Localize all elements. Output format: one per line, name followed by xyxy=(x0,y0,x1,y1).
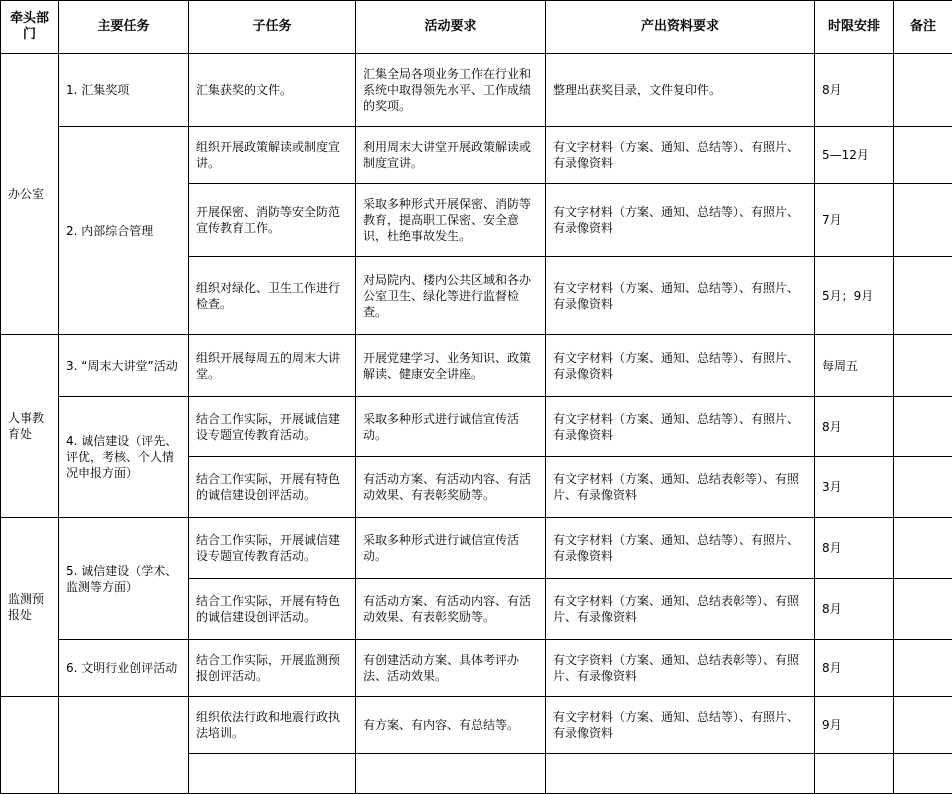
sub-task-cell: 结合工作实际，开展有特色的诚信建设创评活动。 xyxy=(189,579,356,640)
output-cell: 有文字材料（方案、通知、总结等）、有照片、有录像资料 xyxy=(546,335,815,397)
note-cell xyxy=(894,397,952,457)
header-note: 备注 xyxy=(894,1,952,54)
note-cell xyxy=(894,54,952,127)
activity-cell: 有创建活动方案、具体考评办法、活动效果。 xyxy=(356,640,546,697)
note-cell xyxy=(894,640,952,697)
table-row xyxy=(1,640,952,697)
note-cell xyxy=(894,335,952,397)
note-cell xyxy=(894,518,952,579)
table-row xyxy=(1,697,952,754)
output-cell: 有文字材料（方案、通知、总结等）、有照片、有录像资料 xyxy=(546,697,815,754)
main-task-cell: 1. 汇集奖项 xyxy=(59,54,189,127)
sub-task-cell: 结合工作实际，开展诚信建设专题宣传教育活动。 xyxy=(189,397,356,457)
output-cell: 有文字材料（方案、通知、总结等）、有照片、有录像资料 xyxy=(546,518,815,579)
main-task-cell xyxy=(59,697,189,794)
activity-cell: 采取多种形式进行诚信宣传活动。 xyxy=(356,518,546,579)
timing-cell: 8月 xyxy=(815,54,894,127)
activity-cell: 利用周末大讲堂开展政策解读或制度宣讲。 xyxy=(356,127,546,184)
sub-task-cell: 结合工作实际，开展监测预报创评活动。 xyxy=(189,640,356,697)
activity-cell: 有活动方案、有活动内容、有活动效果、有表彰奖励等。 xyxy=(356,579,546,640)
header-activity: 活动要求 xyxy=(356,1,546,54)
sub-task-cell: 结合工作实际，开展诚信建设专题宣传教育活动。 xyxy=(189,518,356,579)
note-cell xyxy=(894,127,952,184)
note-cell xyxy=(894,579,952,640)
table-row xyxy=(1,127,952,184)
activity-cell: 采取多种形式开展保密、消防等教育，提高职工保密、安全意识，杜绝事故发生。 xyxy=(356,184,546,257)
output-cell: 有文字材料（方案、通知、总结表彰等）、有照片、有录像资料 xyxy=(546,579,815,640)
output-cell: 有文字材料（方案、通知、总结等）、有照片、有录像资料 xyxy=(546,127,815,184)
timing-cell: 8月 xyxy=(815,640,894,697)
output-cell: 有文字材料（方案、通知、总结表彰等）、有照片、有录像资料 xyxy=(546,457,815,518)
main-task-cell: 5. 诚信建设（学术、监测等方面） xyxy=(59,518,189,640)
sub-task-cell: 组织对绿化、卫生工作进行检查。 xyxy=(189,257,356,335)
timing-cell: 5月；9月 xyxy=(815,257,894,335)
header-main-task: 主要任务 xyxy=(59,1,189,54)
output-cell: 有文字材料（方案、通知、总结等）、有照片、有录像资料 xyxy=(546,184,815,257)
sub-task-cell: 汇集获奖的文件。 xyxy=(189,54,356,127)
main-task-cell: 6. 文明行业创评活动 xyxy=(59,640,189,697)
sub-task-cell: 组织开展每周五的周末大讲堂。 xyxy=(189,335,356,397)
activity-cell: 开展党建学习、业务知识、政策解读、健康安全讲座。 xyxy=(356,335,546,397)
timing-cell: 5—12月 xyxy=(815,127,894,184)
table-row xyxy=(1,518,952,579)
header-row xyxy=(1,1,952,54)
timing-cell: 3月 xyxy=(815,457,894,518)
header-timing: 时限安排 xyxy=(815,1,894,54)
activity-cell: 采取多种形式进行诚信宣传活动。 xyxy=(356,397,546,457)
activity-cell: 有活动方案、有活动内容、有活动效果、有表彰奖励等。 xyxy=(356,457,546,518)
timing-cell: 8月 xyxy=(815,397,894,457)
timing-cell: 7月 xyxy=(815,184,894,257)
sub-task-cell: 开展保密、消防等安全防范宣传教育工作。 xyxy=(189,184,356,257)
output-cell: 有文字材料（方案、通知、总结等）、有照片、有录像资料 xyxy=(546,257,815,335)
header-sub-task: 子任务 xyxy=(189,1,356,54)
note-cell xyxy=(894,697,952,754)
main-task-cell: 3. “周末大讲堂”活动 xyxy=(59,335,189,397)
output-cell: 有文字资料（方案、通知、总结表彰等）、有照片、有录像资料 xyxy=(546,640,815,697)
activity-cell: 有方案、有内容、有总结等。 xyxy=(356,697,546,754)
timing-cell: 8月 xyxy=(815,518,894,579)
sub-task-cell: 组织依法行政和地震行政执法培训。 xyxy=(189,697,356,754)
main-task-cell: 2. 内部综合管理 xyxy=(59,127,189,335)
dept-cell: 人事教育处 xyxy=(1,335,59,518)
output-cell: 有文字材料（方案、通知、总结等）、有照片、有录像资料 xyxy=(546,397,815,457)
timing-cell: 每周五 xyxy=(815,335,894,397)
table-row xyxy=(1,54,952,127)
note-cell xyxy=(894,457,952,518)
main-task-cell: 4. 诚信建设（评先、评优，考核、个人情况申报方面） xyxy=(59,397,189,518)
dept-cell: 监测预报处 xyxy=(1,518,59,697)
activity-cell: 汇集全局各项业务工作在行业和系统中取得领先水平、工作成绩的奖项。 xyxy=(356,54,546,127)
table-row xyxy=(1,397,952,457)
sub-task-cell: 结合工作实际，开展有特色的诚信建设创评活动。 xyxy=(189,457,356,518)
dept-cell: 办公室 xyxy=(1,54,59,335)
activity-cell: 对局院内、楼内公共区域和各办公室卫生、绿化等进行监督检查。 xyxy=(356,257,546,335)
output-cell: 整理出获奖目录，文件复印件。 xyxy=(546,54,815,127)
header-output: 产出资料要求 xyxy=(546,1,815,54)
timing-cell: 8月 xyxy=(815,579,894,640)
sub-task-cell: 组织开展政策解读或制度宣讲。 xyxy=(189,127,356,184)
note-cell xyxy=(894,257,952,335)
table-row xyxy=(1,335,952,397)
timing-cell: 9月 xyxy=(815,697,894,754)
header-dept: 牵头部门 xyxy=(1,1,59,54)
note-cell xyxy=(894,184,952,257)
dept-cell xyxy=(1,697,59,794)
